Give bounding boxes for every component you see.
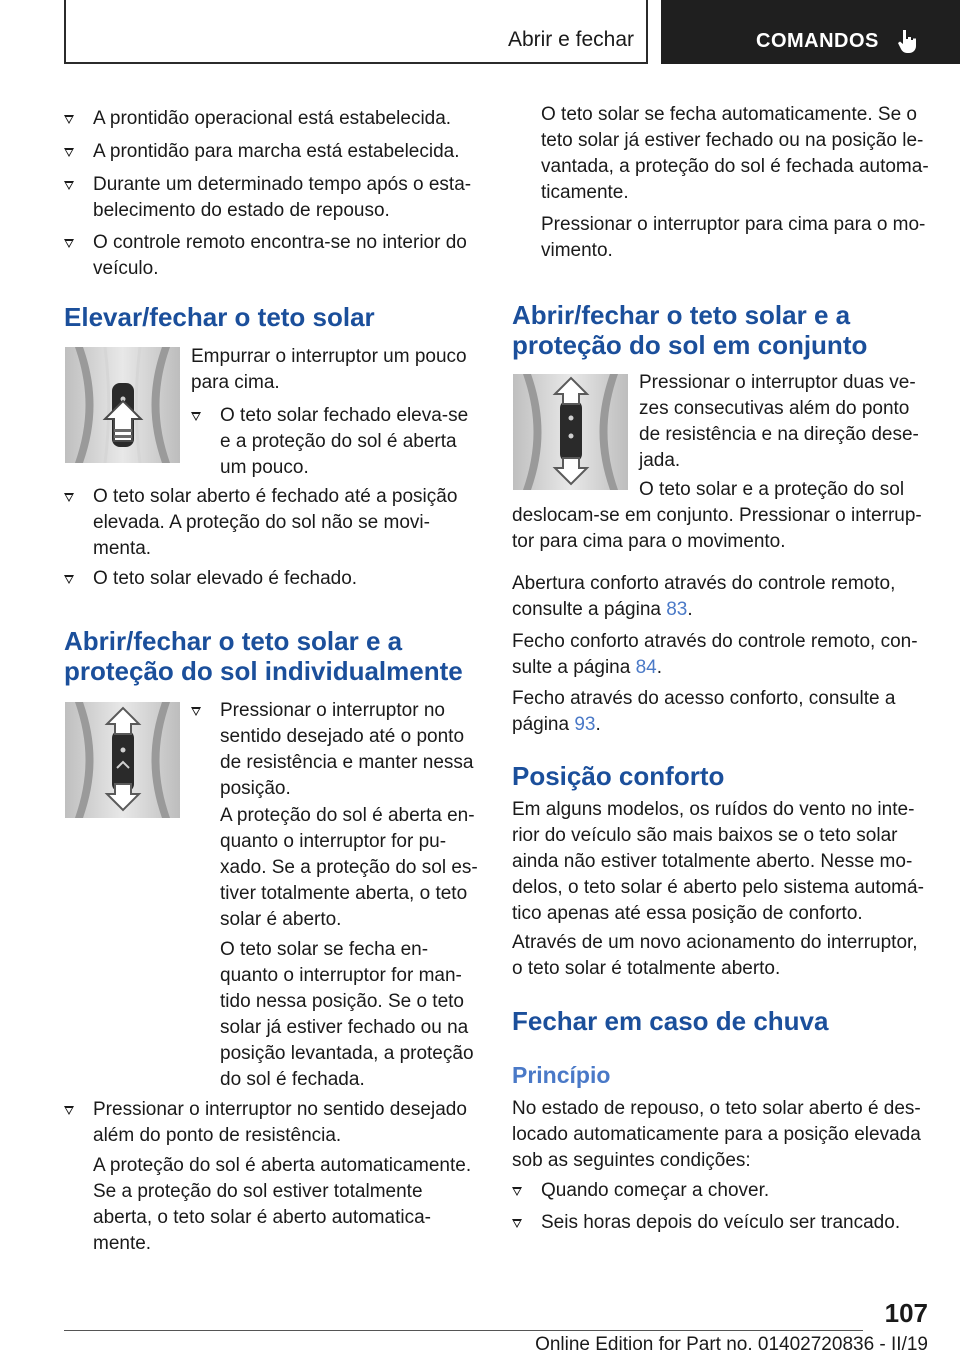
edition-note: Online Edition for Part no. 01402720836 - II/19: [535, 1334, 928, 1355]
paragraph: Através de um novo acionamento do interruptor, o teto solar é totalmente aberto.: [512, 932, 918, 979]
section-heading: proteção do sol em conjunto: [512, 330, 868, 360]
sunroof-switch-double-photo: [513, 374, 628, 490]
sunroof-switch-up-photo: [65, 347, 180, 463]
section-heading: Elevar/fechar o teto solar: [64, 302, 375, 332]
section-heading: proteção do sol individualmente: [64, 656, 463, 686]
footer-divider: [64, 1330, 863, 1331]
paragraph: O teto solar se fecha automaticamente. Se o teto solar já estiver fechado ou na posição le‐ vantada, a proteção do sol é fechada automa‐ ticamente.: [541, 104, 929, 203]
paragraph: Pressionar o interruptor para cima para o mo‐ vimento.: [541, 214, 926, 261]
paragraph: para cima.: [191, 372, 280, 393]
page-link[interactable]: 83: [666, 599, 688, 620]
paragraph: O teto solar e a proteção do sol: [639, 479, 905, 500]
page-link[interactable]: 93: [574, 714, 596, 735]
triangle-bullet-icon: [191, 412, 201, 421]
triangle-bullet-icon: [64, 148, 74, 157]
triangle-bullet-icon: [64, 181, 74, 190]
paragraph: A proteção do sol é aberta automaticamente. Se a proteção do sol estiver totalmente aberta, o teto solar é aberto automatica‐ mente.: [93, 1155, 472, 1254]
section-heading: Posição conforto: [512, 761, 725, 791]
triangle-bullet-icon: [191, 707, 201, 716]
paragraph: Pressionar o interruptor duas ve‐ zes consecutivas além do ponto de resistência e na direção dese‐ jada.: [639, 372, 919, 471]
triangle-bullet-icon: [64, 115, 74, 124]
triangle-bullet-icon: [512, 1219, 522, 1228]
page-number: 107: [884, 1298, 928, 1328]
triangle-bullet-icon: [64, 239, 74, 248]
sunroof-switch-updown-photo: [65, 702, 180, 818]
subsection-heading: Princípio: [512, 1062, 611, 1088]
chapter-tab: [661, 0, 960, 64]
cross-reference: Fecho conforto através do controle remoto, con‐ sulte a página 84.: [512, 631, 918, 678]
chapter-title: COMANDOS: [756, 30, 879, 52]
paragraph: deslocam-se em conjunto. Pressionar o interrup‐ tor para cima para o movimento.: [512, 505, 922, 552]
paragraph: A proteção do sol é aberta en‐ quanto o interruptor for pu‐ xado. Se a proteção do sol es‐ tiver totalmente aberta, o teto solar é aberto.: [220, 805, 478, 930]
section-title: Abrir e fechar: [507, 28, 634, 51]
section-heading: Abrir/fechar o teto solar e a: [64, 626, 403, 656]
paragraph: Empurrar o interruptor um pouco: [191, 346, 467, 367]
triangle-bullet-icon: [64, 575, 74, 584]
paragraph: O teto solar se fecha en‐ quanto o interruptor for man‐ tido nessa posição. Se o teto solar já estiver fechado ou na posição levantada, a proteção do sol é fechada.: [220, 939, 474, 1090]
cross-reference: Abertura conforto através do controle remoto, consulte a página 83.: [512, 573, 896, 620]
triangle-bullet-icon: [64, 1106, 74, 1115]
section-heading: Abrir/fechar o teto solar e a: [512, 300, 851, 330]
triangle-bullet-icon: [64, 493, 74, 502]
triangle-bullet-icon: [512, 1187, 522, 1196]
section-heading: Fechar em caso de chuva: [512, 1006, 829, 1036]
paragraph: Em alguns modelos, os ruídos do vento no inte‐ rior do veículo são mais baixos se o teto solar ainda não estiver totalmente aberto. Nesse mo‐ delos, o teto solar é aberto pelo sistema automá‐ tico apenas até essa posição de conforto.: [512, 799, 924, 924]
pointing-hand-icon: [895, 28, 921, 54]
page-link[interactable]: 84: [635, 657, 657, 678]
paragraph: No estado de repouso, o teto solar aberto é des‐ locado automaticamente para a posição elevada sob as seguintes condições:: [512, 1098, 921, 1171]
cross-reference: Fecho através do acesso conforto, consulte a página 93.: [512, 688, 896, 735]
